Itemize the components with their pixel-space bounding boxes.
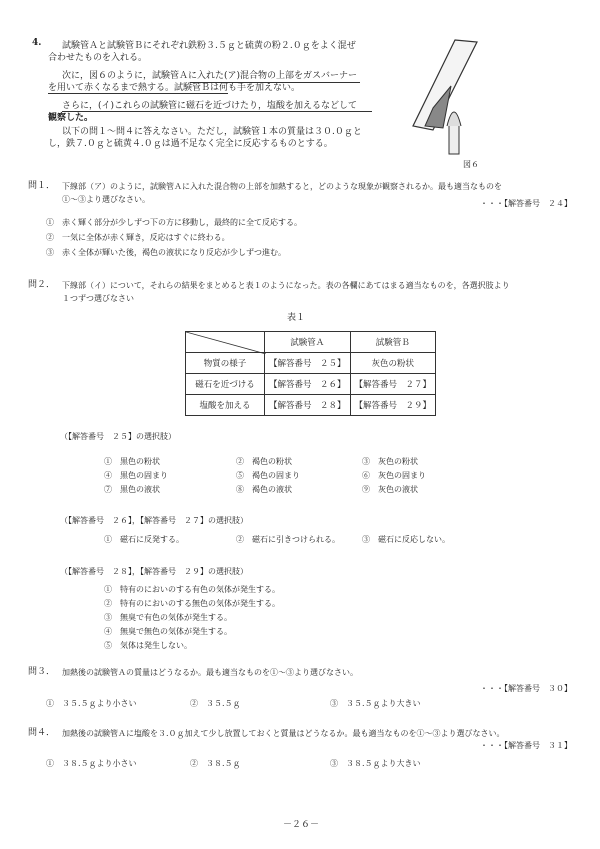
choice3-option: ③ 無臭で有色の気体が発生する。 (104, 613, 232, 622)
choice1-option: ② 褐色の粉状 (236, 457, 292, 466)
cell-b: 【解答番号 ２９】 (350, 395, 436, 416)
q2-text-2: １つずつ選びなさい (62, 294, 134, 303)
intro-line-1: 試験管Ａと試験管Ｂにそれぞれ鉄粉３.５ｇと硫黄の粉２.０ｇをよく混ぜ (62, 41, 356, 51)
intro-line-5: さらに，(イ)これらの試験管に磁石を近づけたり，塩酸を加えるなどして (62, 101, 358, 111)
q3-option: ③ ３５.５ｇより大きい (330, 699, 421, 708)
table-title: 表１ (287, 313, 306, 323)
q4-option: ② ３８.５ｇ (190, 759, 241, 768)
q1-option-2: ② 一気に全体が赤く輝き，反応はすぐに終わる。 (46, 233, 230, 242)
choice1-option: ① 黒色の粉状 (104, 457, 160, 466)
intro-line-2: 合わせたものを入れる。 (48, 53, 148, 63)
cell-a: 【解答番号 ２６】 (265, 374, 351, 395)
choice3-title: （【解答番号 ２８】，【解答番号 ２９】の選択肢） (60, 567, 248, 576)
cell-b: 【解答番号 ２７】 (350, 374, 436, 395)
header-a: 試験管Ａ (265, 332, 351, 353)
underline-a (190, 82, 360, 83)
q4-option: ① ３８.５ｇより小さい (46, 759, 137, 768)
q3-text: 加熱後の試験管Ａの質量はどうなるか。最も適当なものを①～③より選びなさい。 (62, 668, 358, 677)
q3-option: ① ３５.５ｇより小さい (46, 699, 137, 708)
intro-line-8: し，鉄７.０ｇと硫黄４.０ｇは過不足なく完全に反応するものとする。 (48, 139, 333, 149)
intro-line-6: 観察した。 (48, 113, 94, 123)
q2-text: 下線部（イ）について，それらの結果をまとめると表１のようになった。表の各欄にあてはまる適当なものを，各選択肢より (62, 281, 510, 290)
choice1-option: ⑥ 灰色の固まり (362, 471, 426, 480)
q4-label: 問４． (28, 728, 56, 738)
choice3-option: ② 特有のにおいのする無色の気体が発生する。 (104, 599, 280, 608)
q3-answer: ・・・【解答番号 ３０】 (480, 684, 572, 693)
q3-option: ② ３５.５ｇ (190, 699, 241, 708)
q1-text: 下線部（ア）のように，試験管Ａに入れた混合物の上部を加熱すると，どのような現象が観察されるか。最も適当なものを (62, 182, 502, 191)
result-table (185, 331, 436, 416)
cell-a: 【解答番号 ２８】 (265, 395, 351, 416)
q1-answer: ・・・【解答番号 ２４】 (480, 199, 572, 208)
cell-a: 【解答番号 ２５】 (265, 353, 351, 374)
q1-option-3: ③ 赤く全体が輝いた後，褐色の液状になり反応が少しずつ進む。 (46, 248, 286, 257)
figure-caption: 図６ (463, 160, 479, 169)
intro-line-7: 以下の問１～問４に答えなさい。ただし，試験管１本の質量は３０.０ｇと (62, 127, 362, 137)
q1-option-1: ① 赤く輝く部分が少しずつ下の方に移動し，最終的に全て反応する。 (46, 218, 302, 227)
choice2-option: ② 磁石に引きつけられる。 (236, 535, 340, 544)
choice3-option: ④ 無臭で無色の気体が発生する。 (104, 627, 232, 636)
q3-label: 問３． (28, 667, 56, 677)
choice1-option: ⑧ 褐色の液状 (236, 485, 292, 494)
intro-line-3: 次に，図６のように，試験管Ａに入れた(ア)混合物の上部をガスバーナー (62, 71, 358, 81)
cell-b: 灰色の粉状 (350, 353, 436, 374)
row-label: 磁石を近づける (186, 374, 265, 395)
intro-line-4: を用いて赤くなるまで熱する。試験管Ｂは何も手を加えない。 (48, 83, 301, 93)
q2-label: 問２． (28, 280, 56, 290)
header-b: 試験管Ｂ (350, 332, 436, 353)
figure-test-tube (395, 38, 505, 158)
page-number: －２６－ (283, 820, 320, 830)
choice1-option: ⑤ 褐色の固まり (236, 471, 300, 480)
underline-b (62, 111, 372, 112)
choice1-option: ③ 灰色の粉状 (362, 457, 418, 466)
choice2-option: ③ 磁石に反応しない。 (362, 535, 450, 544)
choice1-title: （【解答番号 ２５】の選択肢） (60, 432, 176, 441)
q4-text: 加熱後の試験管Ａに塩酸を３.０ｇ加えて少し放置しておくと質量はどうなるか。最も適当なものを①～③より選びなさい。 (62, 729, 505, 738)
row-label: 塩酸を加える (186, 395, 265, 416)
q1-label: 問１． (28, 181, 56, 191)
choice1-option: ⑦ 黒色の液状 (104, 485, 160, 494)
underline-a2 (48, 93, 228, 94)
q4-option: ③ ３８.５ｇより大きい (330, 759, 421, 768)
table-corner (186, 332, 265, 353)
row-label: 物質の様子 (186, 353, 265, 374)
choice3-option: ① 特有のにおいのする有色の気体が発生する。 (104, 585, 280, 594)
choice2-option: ① 磁石に反発する。 (104, 535, 184, 544)
choice3-option: ⑤ 気体は発生しない。 (104, 641, 192, 650)
choice2-title: （【解答番号 ２６】，【解答番号 ２７】の選択肢） (60, 516, 248, 525)
q1-text-2: ①～③より選びなさい。 (62, 195, 150, 204)
q4-answer: ・・・【解答番号 ３１】 (480, 741, 572, 750)
question-number: 4. (32, 38, 42, 48)
choice1-option: ⑨ 灰色の液状 (362, 485, 418, 494)
choice1-option: ④ 黒色の固まり (104, 471, 168, 480)
